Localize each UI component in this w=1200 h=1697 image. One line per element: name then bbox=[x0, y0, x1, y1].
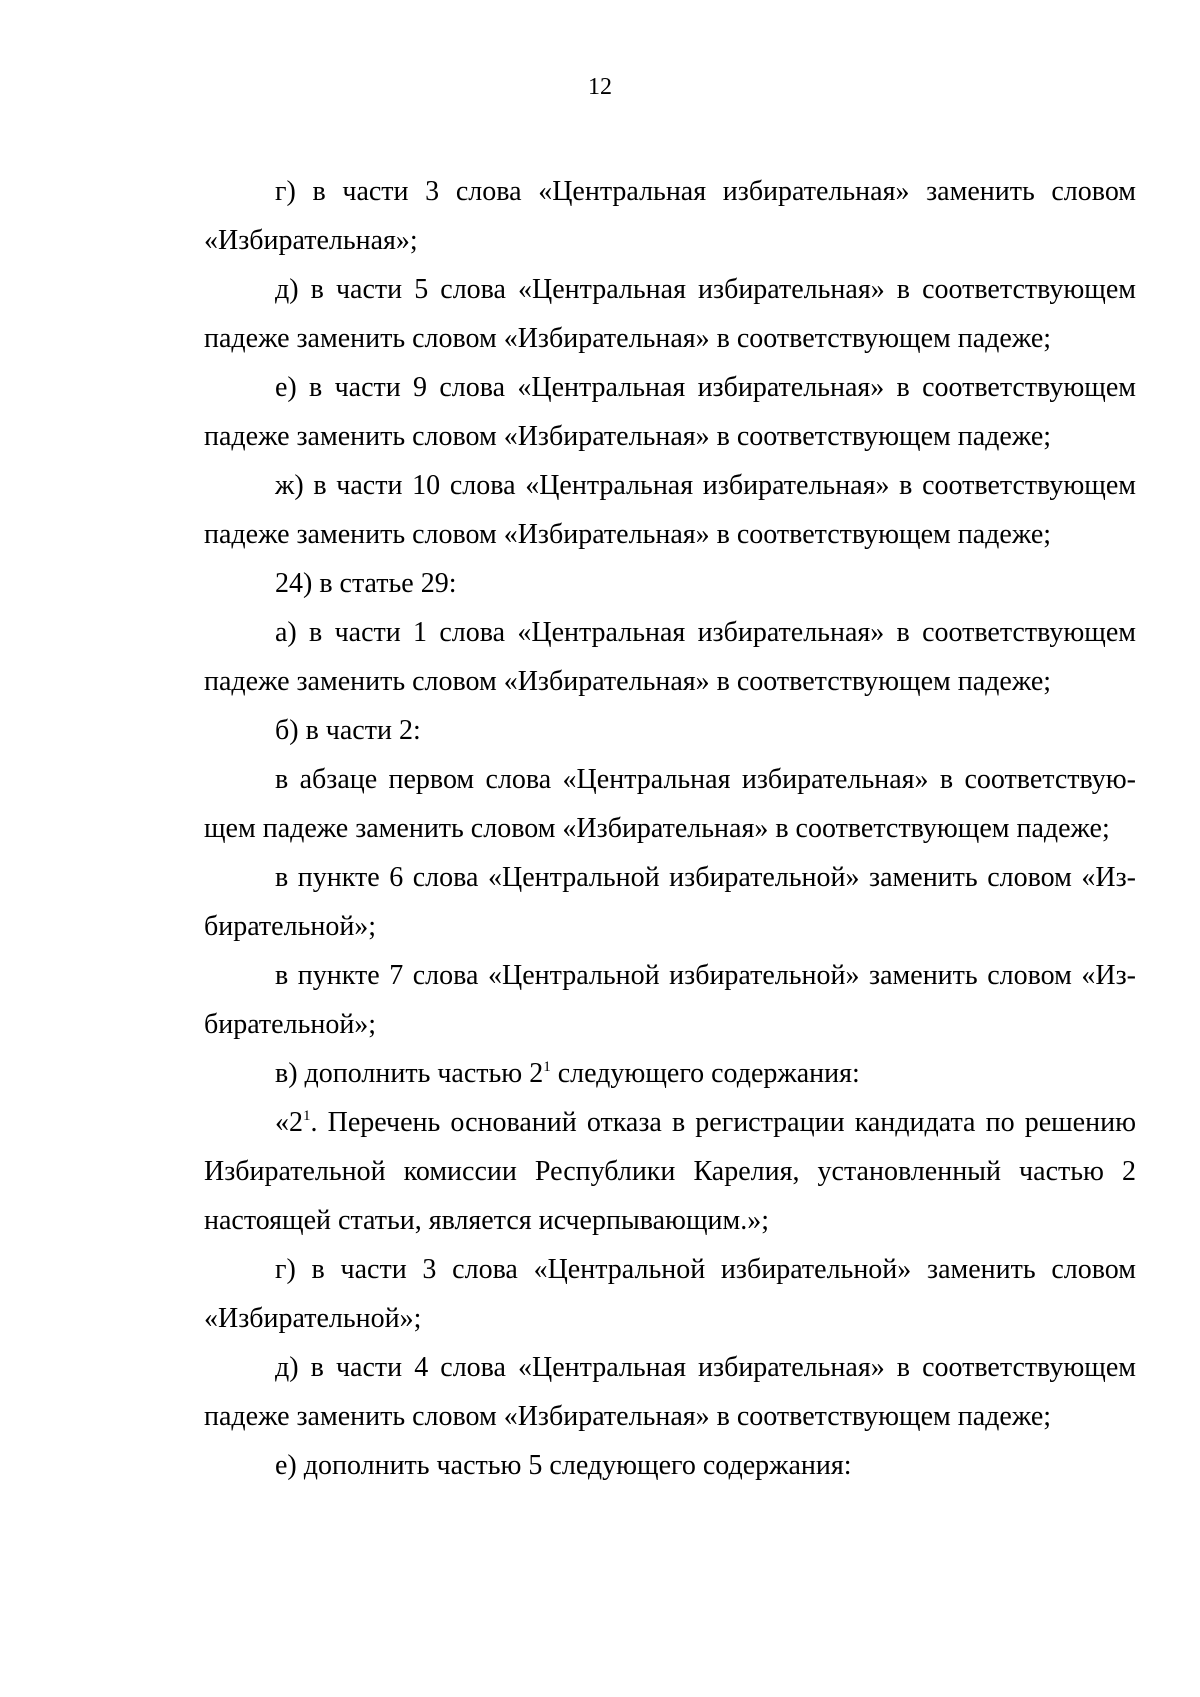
paragraph-line: е) дополнить частью 5 следующего содержания: bbox=[275, 1450, 852, 1481]
paragraph-line: г) в части 3 слова «Центральная избирательная» заменить словом bbox=[275, 176, 1136, 207]
paragraph-line: падеже заменить словом «Избирательная» в соответствующем падеже; bbox=[204, 421, 1052, 452]
paragraph-text-before-superscript: в) дополнить частью 2 bbox=[275, 1058, 544, 1089]
paragraph-line: «Избирательная»; bbox=[204, 225, 418, 256]
paragraph-item-6 bbox=[204, 853, 1136, 951]
paragraph-line: е) в части 9 слова «Центральная избирательная» в соответствующем bbox=[275, 372, 1136, 403]
paragraph-new-part-2-1 bbox=[204, 1098, 1136, 1245]
paragraph-text-before-superscript: «2 bbox=[275, 1107, 303, 1138]
paragraph-line: б) в части 2: bbox=[275, 715, 421, 746]
paragraph-line: 24) в статье 29: bbox=[275, 568, 457, 599]
paragraph-first-subparagraph bbox=[204, 755, 1136, 853]
paragraph-line: д) в части 5 слова «Центральная избирательная» в соответствующем bbox=[275, 274, 1136, 305]
paragraph-line: падеже заменить словом «Избирательная» в соответствующем падеже; bbox=[204, 666, 1052, 697]
paragraph-amendment-g-part-3-second bbox=[204, 1245, 1136, 1343]
paragraph-item-7 bbox=[204, 951, 1136, 1049]
paragraph-article-29-heading bbox=[204, 559, 1136, 608]
paragraph-line: падеже заменить словом «Избирательная» в соответствующем падеже; bbox=[204, 1401, 1052, 1432]
paragraph-line: падеже заменить словом «Избирательная» в соответствующем падеже; bbox=[204, 519, 1052, 550]
paragraph-amendment-v-add-part bbox=[204, 1049, 1136, 1098]
paragraph-amendment-e-part-9 bbox=[204, 363, 1136, 461]
paragraph-line: в пункте 7 слова «Центральной избирательной» заменить словом «Из- bbox=[275, 960, 1136, 991]
paragraph-amendment-e-add-part-5 bbox=[204, 1441, 1136, 1490]
paragraph-line: падеже заменить словом «Избирательная» в соответствующем падеже; bbox=[204, 323, 1052, 354]
paragraph-amendment-a-part-1 bbox=[204, 608, 1136, 706]
paragraph-line: в абзаце первом слова «Центральная избирательная» в соответствую- bbox=[275, 764, 1136, 795]
paragraph-line: д) в части 4 слова «Центральная избирательная» в соответствующем bbox=[275, 1352, 1136, 1383]
paragraph-line: «Избирательной»; bbox=[204, 1303, 422, 1334]
superscript: 1 bbox=[303, 1108, 311, 1124]
page-number: 12 bbox=[588, 74, 612, 100]
paragraph-amendment-b-part-2 bbox=[204, 706, 1136, 755]
paragraph-line: щем падеже заменить словом «Избирательная» в соответствующем падеже; bbox=[204, 813, 1110, 844]
paragraph-amendment-g-part-3 bbox=[204, 167, 1136, 265]
paragraph-text-after-superscript: . Перечень оснований отказа в регистрации кандидата по решению Избирательной комиссии Республики Карелия, установленный частью 2 настоящей статьи, является исчерпывающим.»; bbox=[204, 1107, 1136, 1236]
paragraph-line: бирательной»; bbox=[204, 911, 377, 942]
paragraph-line: г) в части 3 слова «Центральной избирательной» заменить словом bbox=[275, 1254, 1136, 1285]
paragraph-line: бирательной»; bbox=[204, 1009, 377, 1040]
superscript: 1 bbox=[543, 1059, 551, 1075]
paragraph-amendment-zh-part-10 bbox=[204, 461, 1136, 559]
paragraph-amendment-d-part-4 bbox=[204, 1343, 1136, 1441]
document-body bbox=[204, 167, 1136, 1490]
paragraph-amendment-d-part-5 bbox=[204, 265, 1136, 363]
paragraph-line: а) в части 1 слова «Центральная избирательная» в соответствующем bbox=[275, 617, 1136, 648]
paragraph-line: ж) в части 10 слова «Центральная избирательная» в соответствующем bbox=[275, 470, 1136, 501]
paragraph-line: в пункте 6 слова «Центральной избирательной» заменить словом «Из- bbox=[275, 862, 1136, 893]
paragraph-text-after-superscript: следующего содержания: bbox=[550, 1058, 860, 1089]
